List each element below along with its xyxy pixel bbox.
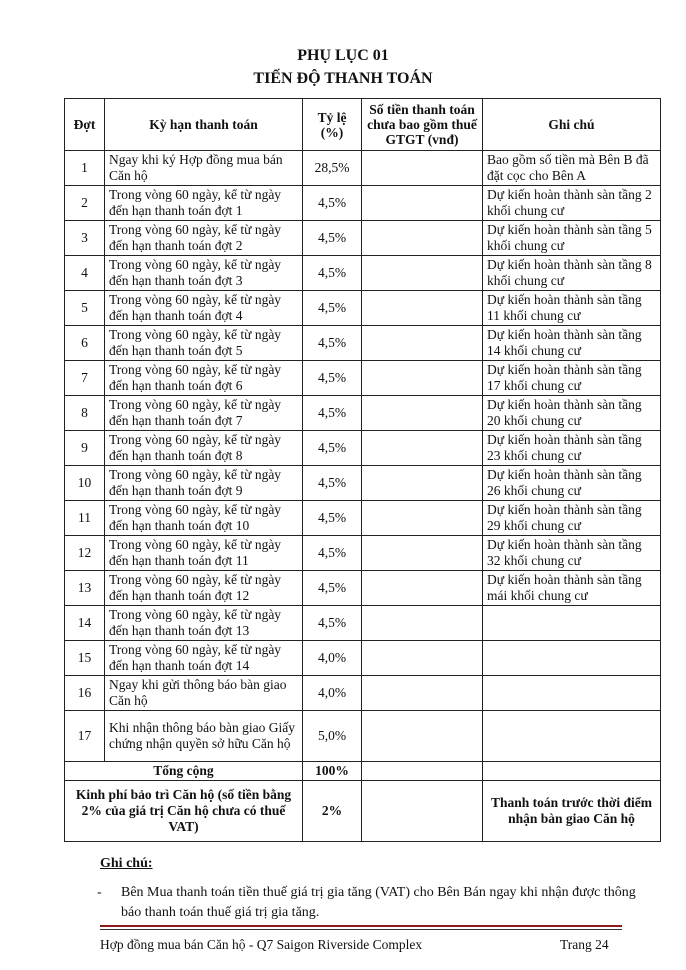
table-row bbox=[65, 501, 661, 536]
row-dot: 10 bbox=[65, 466, 105, 501]
row-ky-han: Trong vòng 60 ngày, kể từ ngày đến hạn thanh toán đợt 12 bbox=[105, 571, 303, 606]
table-row bbox=[65, 431, 661, 466]
row-so-tien bbox=[362, 571, 483, 606]
row-ghi-chu: Dự kiến hoàn thành sàn tầng 17 khối chung cư bbox=[483, 361, 661, 396]
row-so-tien bbox=[362, 466, 483, 501]
row-ky-han: Trong vòng 60 ngày, kể từ ngày đến hạn thanh toán đợt 2 bbox=[105, 221, 303, 256]
row-ky-han: Ngay khi ký Hợp đồng mua bán Căn hộ bbox=[105, 151, 303, 186]
table-row bbox=[65, 151, 661, 186]
row-ky-han: Trong vòng 60 ngày, kể từ ngày đến hạn thanh toán đợt 1 bbox=[105, 186, 303, 221]
row-ghi-chu: Bao gồm số tiền mà Bên B đã đặt cọc cho Bên A bbox=[483, 151, 661, 186]
table-row bbox=[65, 571, 661, 606]
table-row bbox=[65, 221, 661, 256]
row-ty-le: 4,5% bbox=[303, 606, 362, 641]
row-ghi-chu bbox=[483, 711, 661, 762]
header-so-tien: Số tiền thanh toán chưa bao gồm thuế GTGT (vnđ) bbox=[362, 99, 483, 151]
row-so-tien bbox=[362, 291, 483, 326]
row-so-tien bbox=[362, 186, 483, 221]
row-dot: 8 bbox=[65, 396, 105, 431]
row-dot: 2 bbox=[65, 186, 105, 221]
table-row bbox=[65, 256, 661, 291]
row-ghi-chu bbox=[483, 641, 661, 676]
row-so-tien bbox=[362, 501, 483, 536]
row-ty-le: 4,5% bbox=[303, 431, 362, 466]
row-so-tien bbox=[362, 361, 483, 396]
row-ky-han: Trong vòng 60 ngày, kể từ ngày đến hạn thanh toán đợt 7 bbox=[105, 396, 303, 431]
total-amount bbox=[362, 762, 483, 781]
header-ghi-chu: Ghi chú bbox=[483, 99, 661, 151]
table-row bbox=[65, 291, 661, 326]
row-ghi-chu bbox=[483, 676, 661, 711]
page-title: PHỤ LỤC 01 bbox=[297, 47, 389, 64]
row-dot: 1 bbox=[65, 151, 105, 186]
row-ghi-chu: Dự kiến hoàn thành sàn tầng 2 khối chung cư bbox=[483, 186, 661, 221]
notes-heading: Ghi chú: bbox=[100, 856, 153, 871]
row-dot: 15 bbox=[65, 641, 105, 676]
row-ty-le: 4,5% bbox=[303, 361, 362, 396]
row-ty-le: 4,5% bbox=[303, 221, 362, 256]
row-dot: 3 bbox=[65, 221, 105, 256]
row-so-tien bbox=[362, 606, 483, 641]
row-ky-han: Trong vòng 60 ngày, kể từ ngày đến hạn thanh toán đợt 9 bbox=[105, 466, 303, 501]
row-ty-le: 5,0% bbox=[303, 711, 362, 762]
row-ty-le: 4,5% bbox=[303, 326, 362, 361]
row-ky-han: Trong vòng 60 ngày, kể từ ngày đến hạn thanh toán đợt 13 bbox=[105, 606, 303, 641]
table-row bbox=[65, 536, 661, 571]
footer-rule-thin bbox=[100, 929, 622, 930]
row-ghi-chu: Dự kiến hoàn thành sàn tầng 14 khối chung cư bbox=[483, 326, 661, 361]
row-so-tien bbox=[362, 676, 483, 711]
row-ghi-chu: Dự kiến hoàn thành sàn tầng 29 khối chung cư bbox=[483, 501, 661, 536]
row-ty-le: 4,5% bbox=[303, 571, 362, 606]
row-ky-han: Trong vòng 60 ngày, kể từ ngày đến hạn thanh toán đợt 5 bbox=[105, 326, 303, 361]
row-ky-han: Trong vòng 60 ngày, kể từ ngày đến hạn thanh toán đợt 14 bbox=[105, 641, 303, 676]
row-dot: 14 bbox=[65, 606, 105, 641]
row-so-tien bbox=[362, 221, 483, 256]
row-ghi-chu: Dự kiến hoàn thành sàn tầng 26 khối chung cư bbox=[483, 466, 661, 501]
row-ky-han: Trong vòng 60 ngày, kể từ ngày đến hạn thanh toán đợt 11 bbox=[105, 536, 303, 571]
row-ty-le: 4,5% bbox=[303, 536, 362, 571]
row-dot: 7 bbox=[65, 361, 105, 396]
row-ghi-chu: Dự kiến hoàn thành sàn tầng 8 khối chung cư bbox=[483, 256, 661, 291]
row-ty-le: 4,5% bbox=[303, 291, 362, 326]
fee-note: Thanh toán trước thời điểm nhận bàn giao Căn hộ bbox=[483, 781, 661, 842]
maintenance-fee-row bbox=[65, 781, 661, 842]
total-label: Tổng cộng bbox=[65, 762, 303, 781]
row-ghi-chu: Dự kiến hoàn thành sàn tầng 32 khối chung cư bbox=[483, 536, 661, 571]
row-ky-han: Trong vòng 60 ngày, kể từ ngày đến hạn thanh toán đợt 8 bbox=[105, 431, 303, 466]
total-value: 100% bbox=[303, 762, 362, 781]
row-so-tien bbox=[362, 536, 483, 571]
row-ty-le: 4,0% bbox=[303, 676, 362, 711]
total-note bbox=[483, 762, 661, 781]
row-dot: 4 bbox=[65, 256, 105, 291]
table-row bbox=[65, 641, 661, 676]
table-header-row bbox=[65, 99, 661, 151]
footer-rule bbox=[100, 925, 622, 927]
row-ty-le: 4,5% bbox=[303, 501, 362, 536]
row-dot: 12 bbox=[65, 536, 105, 571]
row-ky-han: Trong vòng 60 ngày, kể từ ngày đến hạn thanh toán đợt 4 bbox=[105, 291, 303, 326]
fee-value: 2% bbox=[303, 781, 362, 842]
row-so-tien bbox=[362, 151, 483, 186]
table-row bbox=[65, 361, 661, 396]
header-dot: Đợt bbox=[65, 99, 105, 151]
row-dot: 6 bbox=[65, 326, 105, 361]
row-so-tien bbox=[362, 396, 483, 431]
table-row bbox=[65, 606, 661, 641]
table-row bbox=[65, 466, 661, 501]
table-row bbox=[65, 186, 661, 221]
fee-amount bbox=[362, 781, 483, 842]
row-dot: 9 bbox=[65, 431, 105, 466]
fee-label: Kinh phí bảo trì Căn hộ (số tiền bằng 2% của giá trị Căn hộ chưa có thuế VAT) bbox=[65, 781, 303, 842]
row-ty-le: 4,5% bbox=[303, 256, 362, 291]
row-ky-han: Trong vòng 60 ngày, kể từ ngày đến hạn thanh toán đợt 10 bbox=[105, 501, 303, 536]
row-ty-le: 4,0% bbox=[303, 641, 362, 676]
row-ky-han: Ngay khi gửi thông báo bàn giao Căn hộ bbox=[105, 676, 303, 711]
row-so-tien bbox=[362, 326, 483, 361]
row-ghi-chu: Dự kiến hoàn thành sàn tầng 23 khối chung cư bbox=[483, 431, 661, 466]
row-ghi-chu: Dự kiến hoàn thành sàn tầng 5 khối chung cư bbox=[483, 221, 661, 256]
row-ky-han: Trong vòng 60 ngày, kể từ ngày đến hạn thanh toán đợt 3 bbox=[105, 256, 303, 291]
row-ghi-chu: Dự kiến hoàn thành sàn tầng 11 khối chung cư bbox=[483, 291, 661, 326]
row-ghi-chu: Dự kiến hoàn thành sàn tầng mái khối chung cư bbox=[483, 571, 661, 606]
payment-schedule-table bbox=[64, 98, 661, 842]
row-ghi-chu: Dự kiến hoàn thành sàn tầng 20 khối chung cư bbox=[483, 396, 661, 431]
row-dot: 16 bbox=[65, 676, 105, 711]
row-ty-le: 28,5% bbox=[303, 151, 362, 186]
header-ky-han: Kỳ hạn thanh toán bbox=[105, 99, 303, 151]
note-bullet: - bbox=[97, 885, 102, 900]
row-ghi-chu bbox=[483, 606, 661, 641]
row-ky-han: Khi nhận thông báo bàn giao Giấy chứng nhận quyền sở hữu Căn hộ bbox=[105, 711, 303, 762]
note-text: Bên Mua thanh toán tiền thuế giá trị gia tăng (VAT) cho Bên Bán ngay khi nhận được thông báo thanh toán thuế giá trị gia tăng. bbox=[121, 885, 636, 920]
table-row bbox=[65, 711, 661, 762]
total-row bbox=[65, 762, 661, 781]
row-dot: 17 bbox=[65, 711, 105, 762]
header-ty-le: Tỷ lệ (%) bbox=[303, 99, 362, 151]
footer-page-number: Trang 24 bbox=[560, 937, 609, 952]
note-item bbox=[97, 883, 637, 923]
row-ky-han: Trong vòng 60 ngày, kể từ ngày đến hạn thanh toán đợt 6 bbox=[105, 361, 303, 396]
row-so-tien bbox=[362, 256, 483, 291]
row-so-tien bbox=[362, 641, 483, 676]
row-dot: 11 bbox=[65, 501, 105, 536]
table-row bbox=[65, 676, 661, 711]
table-row bbox=[65, 326, 661, 361]
row-ty-le: 4,5% bbox=[303, 186, 362, 221]
table-row bbox=[65, 396, 661, 431]
footer-document-name: Hợp đồng mua bán Căn hộ - Q7 Saigon Riverside Complex bbox=[100, 937, 423, 952]
page-subtitle: TIẾN ĐỘ THANH TOÁN bbox=[253, 70, 433, 87]
row-so-tien bbox=[362, 711, 483, 762]
row-so-tien bbox=[362, 431, 483, 466]
row-dot: 5 bbox=[65, 291, 105, 326]
row-ty-le: 4,5% bbox=[303, 466, 362, 501]
row-dot: 13 bbox=[65, 571, 105, 606]
row-ty-le: 4,5% bbox=[303, 396, 362, 431]
